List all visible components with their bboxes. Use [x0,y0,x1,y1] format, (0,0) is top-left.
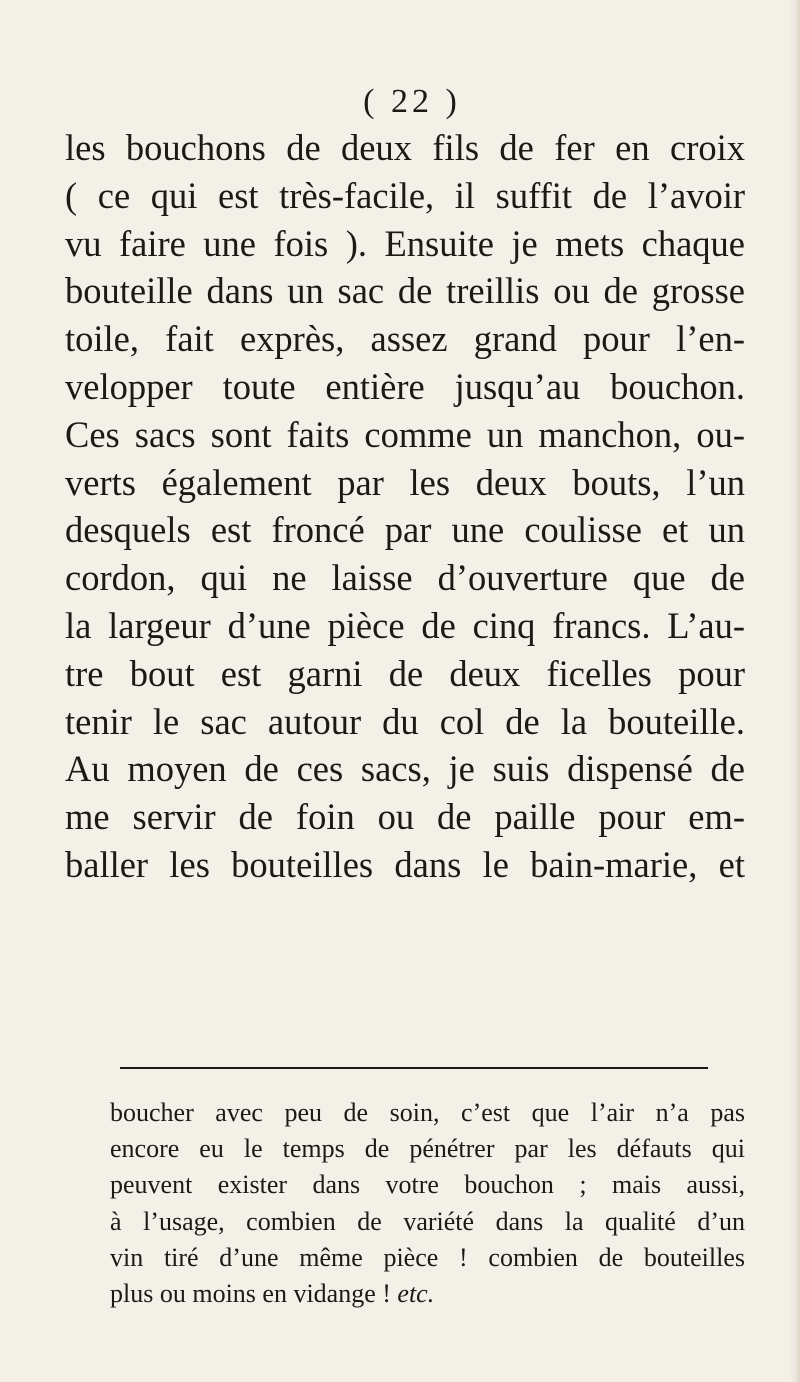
text-line: cordon, qui ne laisse d’ouverture que de [65,557,745,599]
main-text [65,124,745,889]
text-line: verts également par les deux bouts, l’un [65,461,745,503]
footnote [110,1095,745,1312]
text-line: bouteille dans un sac de treillis ou de grosse [65,270,745,312]
text-line: vu faire une fois ). Ensuite je mets chaque [65,222,745,264]
footnote-line: encore eu le temps de pénétrer par les défauts qui [110,1134,745,1164]
text-line: tenir le sac autour du col de la bouteille. [65,700,745,742]
text-line: Au moyen de ces sacs, je suis dispensé de [65,748,745,790]
footnote-line: peuvent exister dans votre bouchon ; mais aussi, [110,1170,745,1200]
text-line: Ces sacs sont faits comme un manchon, ou- [65,413,745,455]
text-line: desquels est froncé par une coulisse et un [65,509,745,551]
text-line: me servir de foin ou de paille pour em- [65,796,745,838]
footnote-etc: etc. [397,1279,435,1309]
footnote-line: à l’usage, combien de variété dans la qualité d’un [110,1206,745,1236]
page-number: ( 22 ) [363,83,461,120]
footnote-divider [120,1067,708,1069]
text-line: toile, fait exprès, assez grand pour l’en- [65,318,745,360]
footnote-line: vin tiré d’une même pièce ! combien de bouteilles [110,1242,745,1272]
text-line: baller les bouteilles dans le bain-marie, et [65,843,745,885]
text-line: velopper toute entière jusqu’au bouchon. [65,365,745,407]
text-line: ( ce qui est très-facile, il suffit de l’avoir [65,174,745,216]
page-edge [790,0,800,1382]
footnote-line: boucher avec peu de soin, c’est que l’air n’a pas [110,1098,745,1127]
text-line: la largeur d’une pièce de cinq francs. L’au- [65,604,745,646]
text-line: tre bout est garni de deux ficelles pour [65,652,745,694]
footnote-last-line-text: plus ou moins en vidange ! [110,1279,398,1309]
footnote-last-line [110,1276,745,1312]
text-line: les bouchons de deux fils de fer en croix [65,127,745,168]
